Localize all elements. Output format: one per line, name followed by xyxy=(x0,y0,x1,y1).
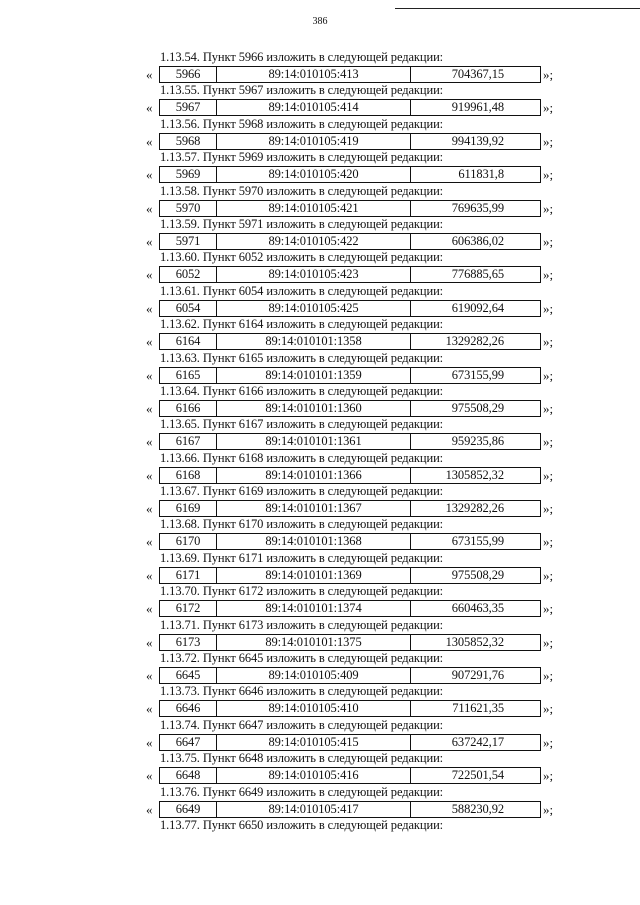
close-quote: »; xyxy=(543,100,554,116)
amendment-entry xyxy=(0,284,640,317)
row-cells xyxy=(159,333,541,350)
item-number-cell: 6645 xyxy=(160,668,217,683)
row-cells xyxy=(159,634,541,651)
cadastral-number-cell: 89:14:010105:409 xyxy=(217,668,411,683)
close-quote: »; xyxy=(543,501,554,517)
value-cell: 1329282,26 xyxy=(445,501,504,516)
open-quote: « xyxy=(146,100,153,116)
table-row xyxy=(0,367,640,384)
open-quote: « xyxy=(146,267,153,283)
amendment-entry xyxy=(0,584,640,617)
row-cells xyxy=(159,166,541,183)
cadastral-number-cell: 89:14:010101:1367 xyxy=(217,501,411,516)
table-row xyxy=(0,400,640,417)
table-row xyxy=(0,634,640,651)
table-row xyxy=(0,99,640,116)
cadastral-number-cell: 89:14:010101:1361 xyxy=(217,434,411,449)
close-quote: »; xyxy=(543,334,554,350)
amendment-entry xyxy=(0,551,640,584)
close-quote: »; xyxy=(543,668,554,684)
close-quote: »; xyxy=(543,801,554,817)
table-row xyxy=(0,133,640,150)
open-quote: « xyxy=(146,467,153,483)
table-row xyxy=(0,801,640,818)
table-row xyxy=(0,300,640,317)
amendment-heading: 1.13.70. Пункт 6172 изложить в следующей редакции: xyxy=(160,584,444,599)
row-cells xyxy=(159,400,541,417)
close-quote: »; xyxy=(543,367,554,383)
amendment-entry xyxy=(0,217,640,250)
row-cells xyxy=(159,200,541,217)
cadastral-number-cell: 89:14:010101:1366 xyxy=(217,468,411,483)
row-cells xyxy=(159,567,541,584)
row-cells xyxy=(159,367,541,384)
value-cell: 776885,65 xyxy=(451,267,504,282)
amendment-entry xyxy=(0,751,640,784)
table-row xyxy=(0,467,640,484)
amendment-heading: 1.13.71. Пункт 6173 изложить в следующей редакции: xyxy=(160,617,444,632)
amendment-entry xyxy=(0,651,640,684)
open-quote: « xyxy=(146,400,153,416)
cadastral-number-cell: 89:14:010101:1374 xyxy=(217,601,411,616)
table-row xyxy=(0,266,640,283)
close-quote: »; xyxy=(543,467,554,483)
open-quote: « xyxy=(146,534,153,550)
value-cell: 722501,54 xyxy=(451,768,504,783)
cadastral-number-cell: 89:14:010105:417 xyxy=(217,802,411,817)
page-number: 386 xyxy=(312,16,328,27)
amendments-list xyxy=(0,50,640,833)
cadastral-number-cell: 89:14:010101:1368 xyxy=(217,534,411,549)
close-quote: »; xyxy=(543,67,554,82)
cadastral-number-cell: 89:14:010105:423 xyxy=(217,267,411,282)
item-number-cell: 6167 xyxy=(160,434,217,449)
close-quote: »; xyxy=(543,601,554,617)
row-cells xyxy=(159,767,541,784)
amendment-entry xyxy=(0,184,640,217)
open-quote: « xyxy=(146,701,153,717)
value-cell: 1329282,26 xyxy=(445,334,504,349)
open-quote: « xyxy=(146,200,153,216)
value-cell: 919961,48 xyxy=(451,100,504,115)
amendment-heading: 1.13.58. Пункт 5970 изложить в следующей редакции: xyxy=(160,183,444,198)
open-quote: « xyxy=(146,567,153,583)
item-number-cell: 6646 xyxy=(160,701,217,716)
amendment-heading: 1.13.75. Пункт 6648 изложить в следующей редакции: xyxy=(160,751,444,766)
amendment-heading: 1.13.59. Пункт 5971 изложить в следующей редакции: xyxy=(160,216,444,231)
row-cells xyxy=(159,233,541,250)
table-row xyxy=(0,767,640,784)
table-row xyxy=(0,233,640,250)
cadastral-number-cell: 89:14:010105:414 xyxy=(217,100,411,115)
amendment-heading: 1.13.61. Пункт 6054 изложить в следующей редакции: xyxy=(160,283,444,298)
table-row xyxy=(0,433,640,450)
item-number-cell: 6164 xyxy=(160,334,217,349)
table-row xyxy=(0,700,640,717)
amendment-heading: 1.13.72. Пункт 6645 изложить в следующей редакции: xyxy=(160,651,444,666)
item-number-cell: 6054 xyxy=(160,301,217,316)
amendment-entry xyxy=(0,451,640,484)
open-quote: « xyxy=(146,233,153,249)
item-number-cell: 6165 xyxy=(160,368,217,383)
amendment-entry xyxy=(0,150,640,183)
value-cell: 959235,86 xyxy=(451,434,504,449)
value-cell: 975508,29 xyxy=(451,400,504,415)
cadastral-number-cell: 89:14:010105:425 xyxy=(217,301,411,316)
amendment-entry xyxy=(0,317,640,350)
value-cell: 673155,99 xyxy=(451,534,504,549)
open-quote: « xyxy=(146,601,153,617)
item-number-cell: 6168 xyxy=(160,468,217,483)
value-cell: 907291,76 xyxy=(451,668,504,683)
table-row xyxy=(0,734,640,751)
table-row xyxy=(0,333,640,350)
cadastral-number-cell: 89:14:010105:419 xyxy=(217,134,411,149)
close-quote: »; xyxy=(543,267,554,283)
table-row xyxy=(0,66,640,83)
item-number-cell: 6171 xyxy=(160,568,217,583)
table-row xyxy=(0,567,640,584)
row-cells xyxy=(159,66,541,83)
close-quote: »; xyxy=(543,400,554,416)
cadastral-number-cell: 89:14:010101:1359 xyxy=(217,368,411,383)
amendment-heading: 1.13.64. Пункт 6166 изложить в следующей редакции: xyxy=(160,383,444,398)
amendment-entry xyxy=(0,684,640,717)
close-quote: »; xyxy=(543,634,554,650)
value-cell: 994139,92 xyxy=(451,133,504,148)
amendment-entry xyxy=(0,484,640,517)
item-number-cell: 5967 xyxy=(160,100,217,115)
item-number-cell: 6169 xyxy=(160,501,217,516)
open-quote: « xyxy=(146,334,153,350)
amendment-heading: 1.13.67. Пункт 6169 изложить в следующей редакции: xyxy=(160,484,444,499)
cadastral-number-cell: 89:14:010101:1375 xyxy=(217,635,411,650)
amendment-entry xyxy=(0,50,640,83)
value-cell: 660463,35 xyxy=(451,601,504,616)
close-quote: »; xyxy=(543,200,554,216)
cadastral-number-cell: 89:14:010101:1360 xyxy=(217,401,411,416)
value-cell: 606386,02 xyxy=(451,233,504,248)
cadastral-number-cell: 89:14:010101:1369 xyxy=(217,568,411,583)
amendment-heading: 1.13.73. Пункт 6646 изложить в следующей редакции: xyxy=(160,684,444,699)
table-row xyxy=(0,200,640,217)
amendment-heading: 1.13.65. Пункт 6167 изложить в следующей редакции: xyxy=(160,417,444,432)
amendment-heading: 1.13.60. Пункт 6052 изложить в следующей редакции: xyxy=(160,250,444,265)
value-cell: 704367,15 xyxy=(451,67,504,81)
item-number-cell: 6647 xyxy=(160,735,217,750)
close-quote: »; xyxy=(543,534,554,550)
amendment-heading: 1.13.62. Пункт 6164 изложить в следующей редакции: xyxy=(160,317,444,332)
item-number-cell: 5966 xyxy=(160,67,217,82)
row-cells xyxy=(159,801,541,818)
amendment-heading: 1.13.57. Пункт 5969 изложить в следующей редакции: xyxy=(160,150,444,165)
cadastral-number-cell: 89:14:010105:413 xyxy=(217,67,411,82)
amendment-entry xyxy=(0,250,640,283)
table-row xyxy=(0,667,640,684)
row-cells xyxy=(159,734,541,751)
amendment-heading: 1.13.69. Пункт 6171 изложить в следующей редакции: xyxy=(160,550,444,565)
cadastral-number-cell: 89:14:010105:415 xyxy=(217,735,411,750)
cadastral-number-cell: 89:14:010105:416 xyxy=(217,768,411,783)
amendment-heading: 1.13.54. Пункт 5966 изложить в следующей редакции: xyxy=(160,50,444,64)
table-row xyxy=(0,500,640,517)
row-cells xyxy=(159,133,541,150)
value-cell: 711621,35 xyxy=(452,701,504,716)
item-number-cell: 5968 xyxy=(160,134,217,149)
row-cells xyxy=(159,667,541,684)
value-cell: 1305852,32 xyxy=(445,634,504,649)
open-quote: « xyxy=(146,434,153,450)
close-quote: »; xyxy=(543,233,554,249)
open-quote: « xyxy=(146,367,153,383)
close-quote: »; xyxy=(543,567,554,583)
amendment-heading: 1.13.66. Пункт 6168 изложить в следующей редакции: xyxy=(160,450,444,465)
open-quote: « xyxy=(146,668,153,684)
value-cell: 1305852,32 xyxy=(445,467,504,482)
row-cells xyxy=(159,600,541,617)
amendment-heading-final: 1.13.77. Пункт 6650 изложить в следующей редакции: xyxy=(160,818,444,833)
cadastral-number-cell: 89:14:010105:421 xyxy=(217,201,411,216)
item-number-cell: 6172 xyxy=(160,601,217,616)
row-cells xyxy=(159,266,541,283)
row-cells xyxy=(159,433,541,450)
table-row xyxy=(0,600,640,617)
value-cell: 588230,92 xyxy=(451,801,504,816)
amendment-entry xyxy=(0,618,640,651)
open-quote: « xyxy=(146,801,153,817)
cadastral-number-cell: 89:14:010101:1358 xyxy=(217,334,411,349)
amendment-heading: 1.13.68. Пункт 6170 изложить в следующей редакции: xyxy=(160,517,444,532)
value-cell: 637242,17 xyxy=(451,734,504,749)
open-quote: « xyxy=(146,768,153,784)
item-number-cell: 5970 xyxy=(160,201,217,216)
cadastral-number-cell: 89:14:010105:422 xyxy=(217,234,411,249)
amendment-entry xyxy=(0,83,640,116)
row-cells xyxy=(159,533,541,550)
table-row xyxy=(0,166,640,183)
open-quote: « xyxy=(146,133,153,149)
row-cells xyxy=(159,300,541,317)
amendment-heading: 1.13.55. Пункт 5967 изложить в следующей редакции: xyxy=(160,83,444,98)
amendment-entry xyxy=(0,351,640,384)
item-number-cell: 6170 xyxy=(160,534,217,549)
amendment-entry xyxy=(0,384,640,417)
item-number-cell: 6173 xyxy=(160,635,217,650)
amendment-heading: 1.13.74. Пункт 6647 изложить в следующей редакции: xyxy=(160,717,444,732)
value-cell: 769635,99 xyxy=(451,200,504,215)
item-number-cell: 6166 xyxy=(160,401,217,416)
open-quote: « xyxy=(146,67,153,82)
item-number-cell: 6649 xyxy=(160,802,217,817)
item-number-cell: 5971 xyxy=(160,234,217,249)
close-quote: »; xyxy=(543,734,554,750)
open-quote: « xyxy=(146,734,153,750)
close-quote: »; xyxy=(543,701,554,717)
close-quote: »; xyxy=(543,133,554,149)
close-quote: »; xyxy=(543,434,554,450)
amendment-heading: 1.13.76. Пункт 6649 изложить в следующей редакции: xyxy=(160,784,444,799)
open-quote: « xyxy=(146,501,153,517)
amendment-entry xyxy=(0,117,640,150)
item-number-cell: 6052 xyxy=(160,267,217,282)
amendment-entry xyxy=(0,417,640,450)
amendment-heading: 1.13.56. Пункт 5968 изложить в следующей редакции: xyxy=(160,116,444,131)
close-quote: »; xyxy=(543,167,554,183)
amendment-entry xyxy=(0,517,640,550)
value-cell: 619092,64 xyxy=(451,300,504,315)
row-cells xyxy=(159,700,541,717)
close-quote: »; xyxy=(543,300,554,316)
value-cell: 611831,8 xyxy=(458,167,504,182)
cadastral-number-cell: 89:14:010105:410 xyxy=(217,701,411,716)
row-cells xyxy=(159,99,541,116)
close-quote: »; xyxy=(543,768,554,784)
amendment-entry xyxy=(0,718,640,751)
row-cells xyxy=(159,500,541,517)
open-quote: « xyxy=(146,634,153,650)
row-cells xyxy=(159,467,541,484)
table-row xyxy=(0,533,640,550)
amendment-heading: 1.13.63. Пункт 6165 изложить в следующей редакции: xyxy=(160,350,444,365)
item-number-cell: 5969 xyxy=(160,167,217,182)
open-quote: « xyxy=(146,300,153,316)
value-cell: 673155,99 xyxy=(451,367,504,382)
top-rule xyxy=(395,8,640,9)
value-cell: 975508,29 xyxy=(451,567,504,582)
item-number-cell: 6648 xyxy=(160,768,217,783)
cadastral-number-cell: 89:14:010105:420 xyxy=(217,167,411,182)
open-quote: « xyxy=(146,167,153,183)
amendment-entry xyxy=(0,785,640,818)
